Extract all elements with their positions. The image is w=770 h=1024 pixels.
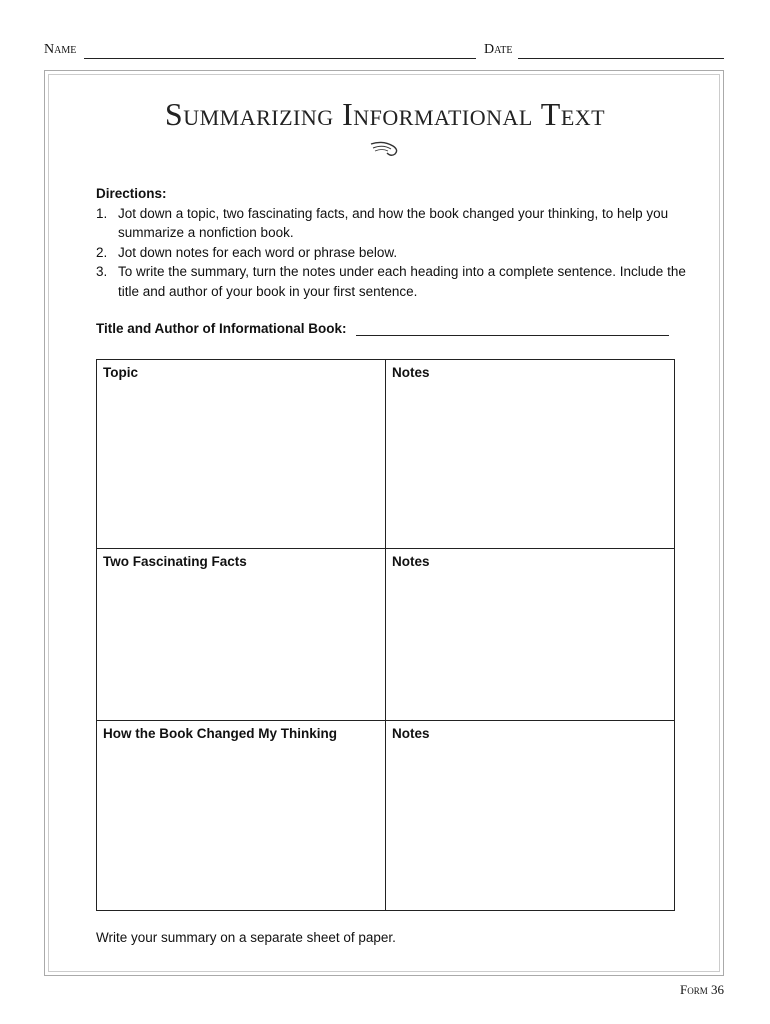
table-row	[97, 549, 675, 721]
direction-text: To write the summary, turn the notes under each heading into a complete sentence. Include the title and author of your book in your first sentence.	[118, 264, 686, 299]
facts-cell[interactable]: Two Fascinating Facts	[97, 549, 386, 721]
form-number: Form 36	[680, 982, 724, 997]
thinking-notes-cell[interactable]: Notes	[386, 721, 675, 911]
name-label: Name	[44, 42, 77, 57]
direction-item	[96, 262, 696, 301]
name-field[interactable]	[84, 58, 476, 59]
directions-heading: Directions:	[96, 186, 167, 201]
topic-cell[interactable]: Topic	[97, 360, 386, 549]
facts-notes-cell[interactable]: Notes	[386, 549, 675, 721]
notes-table	[96, 359, 675, 911]
title-author-field[interactable]	[356, 335, 669, 336]
name-date-header	[44, 40, 724, 62]
page-title: Summarizing Informational Text	[164, 96, 606, 132]
flourish-ornament	[369, 138, 401, 160]
directions-list	[96, 204, 696, 302]
direction-number: 3.	[96, 264, 108, 279]
thinking-cell[interactable]: How the Book Changed My Thinking	[97, 721, 386, 911]
direction-text: Jot down a topic, two fascinating facts, and how the book changed your thinking, to help you summarize a nonfiction book.	[118, 205, 669, 240]
footer-note: Write your summary on a separate sheet of paper.	[96, 930, 396, 945]
topic-notes-cell[interactable]: Notes	[386, 360, 675, 549]
directions-section	[96, 184, 696, 301]
direction-item	[96, 243, 696, 263]
date-field[interactable]	[518, 58, 724, 59]
direction-number: 1.	[96, 205, 108, 221]
title-author-label: Title and Author of Informational Book:	[96, 321, 347, 336]
direction-number: 2.	[96, 244, 108, 260]
date-label: Date	[484, 42, 513, 57]
direction-item	[96, 204, 696, 243]
table-row	[97, 721, 675, 911]
direction-text: Jot down notes for each word or phrase below.	[118, 244, 398, 260]
table-row	[97, 360, 675, 549]
title-author-row	[96, 321, 676, 336]
